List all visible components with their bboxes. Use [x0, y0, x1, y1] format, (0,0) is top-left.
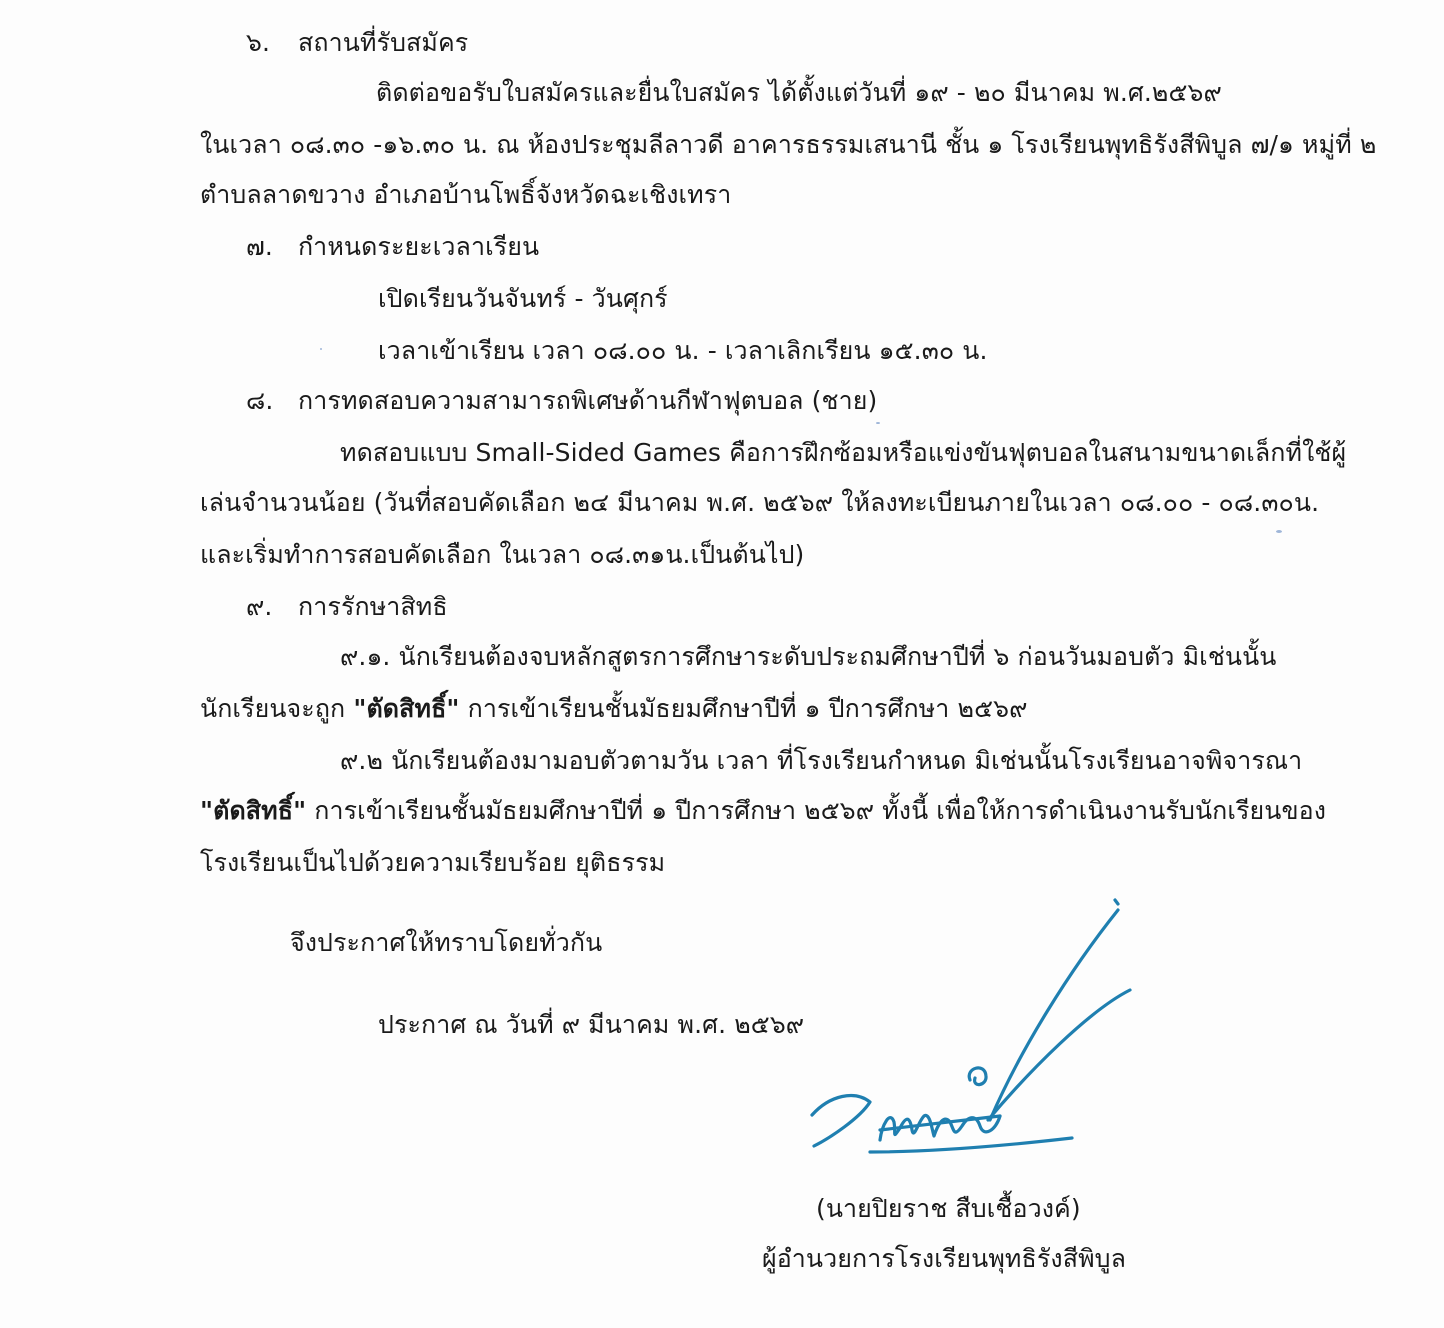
- section-8-heading: [246, 384, 877, 418]
- section-8-number: ๘.: [246, 386, 274, 415]
- section-7-title: กำหนดระยะเวลาเรียน: [298, 232, 540, 261]
- section-8-line-1: ทดสอบแบบ Small-Sided Games คือการฝึกซ้อมหรือแข่งขันฟุตบอลในสนามขนาดเล็กที่ใช้ผู้: [340, 438, 1347, 467]
- section-9-2-line-1: ๙.๒ นักเรียนต้องมามอบตัวตามวัน เวลา ที่โรงเรียนกำหนด มิเช่นนั้นโรงเรียนอาจพิจารณา: [340, 746, 1303, 775]
- section-8-line-2: เล่นจำนวนน้อย (วันที่สอบคัดเลือก ๒๔ มีนาคม พ.ศ. ๒๕๖๙ ให้ลงทะเบียนภายในเวลา ๐๘.๐๐ - ๐๘.๓๐น.: [200, 488, 1320, 517]
- section-9-1-line-1: ๙.๑. นักเรียนต้องจบหลักสูตรการศึกษาระดับประถมศึกษาปีที่ ๖ ก่อนวันมอบตัว มิเช่นนั้น: [340, 642, 1277, 671]
- section-7-number: ๗.: [246, 232, 273, 261]
- section-9-1-line-2: [200, 692, 1027, 726]
- section-6-line-1: ติดต่อขอรับใบสมัครและยื่นใบสมัคร ได้ตั้งแต่วันที่ ๑๙ - ๒๐ มีนาคม พ.ศ.๒๕๖๙: [376, 78, 1222, 107]
- scan-speck: [1276, 530, 1282, 533]
- section-9-2-line-3: โรงเรียนเป็นไปด้วยความเรียบร้อย ยุติธรรม: [200, 848, 666, 877]
- signer-position: ผู้อำนวยการโรงเรียนพุทธิรังสีพิบูล: [762, 1244, 1127, 1273]
- signer-name: (นายปิยราช สืบเชื้อวงค์): [816, 1194, 1081, 1223]
- section-7-line-2: เวลาเข้าเรียน เวลา ๐๘.๐๐ น. - เวลาเลิกเรียน ๑๕.๓๐ น.: [378, 336, 988, 365]
- closing-announcement: จึงประกาศให้ทราบโดยทั่วกัน: [290, 928, 603, 957]
- section-7-heading: [246, 230, 539, 264]
- section-9-title: การรักษาสิทธิ: [298, 592, 448, 621]
- section-9-2-text-b: การเข้าเรียนชั้นมัธยมศึกษาปีที่ ๑ ปีการศึกษา ๒๕๖๙ ทั้งนี้ เพื่อให้การดำเนินงานรับนักเรียนของ: [314, 796, 1327, 825]
- announcement-date: ประกาศ ณ วันที่ ๙ มีนาคม พ.ศ. ๒๕๖๙: [378, 1010, 805, 1039]
- section-8-line-3: และเริ่มทำการสอบคัดเลือก ในเวลา ๐๘.๓๑น.เป็นต้นไป): [200, 540, 805, 569]
- section-9-1-text-b: การเข้าเรียนชั้นมัธยมศึกษาปีที่ ๑ ปีการศึกษา ๒๕๖๙: [467, 694, 1028, 723]
- section-6-line-3: ตำบลลาดขวาง อำเภอบ้านโพธิ์จังหวัดฉะเชิงเทรา: [200, 180, 732, 209]
- scan-speck: [876, 422, 880, 424]
- section-9-1-emphasis: "ตัดสิทธิ์": [353, 694, 460, 723]
- section-6-number: ๖.: [246, 28, 271, 57]
- section-6-heading: [246, 26, 468, 60]
- section-7-line-1: เปิดเรียนวันจันทร์ - วันศุกร์: [378, 284, 668, 313]
- section-8-title: การทดสอบความสามารถพิเศษด้านกีฬาฟุตบอล (ชาย): [298, 386, 878, 415]
- section-9-number: ๙.: [246, 592, 273, 621]
- section-9-2-line-2: [200, 794, 1326, 828]
- scan-speck: [320, 348, 322, 350]
- section-9-2-emphasis: "ตัดสิทธิ์": [200, 796, 307, 825]
- section-9-heading: [246, 590, 448, 624]
- section-9-1-text-a: นักเรียนจะถูก: [200, 694, 346, 723]
- section-6-title: สถานที่รับสมัคร: [298, 28, 469, 57]
- section-6-line-2: ในเวลา ๐๘.๓๐ -๑๖.๓๐ น. ณ ห้องประชุมลีลาวดี อาคารธรรมเสนานี ชั้น ๑ โรงเรียนพุทธิรังสีพิบูล ๗/๑ หมู่ที่ ๒: [200, 130, 1377, 159]
- handwritten-signature: [800, 890, 1140, 1180]
